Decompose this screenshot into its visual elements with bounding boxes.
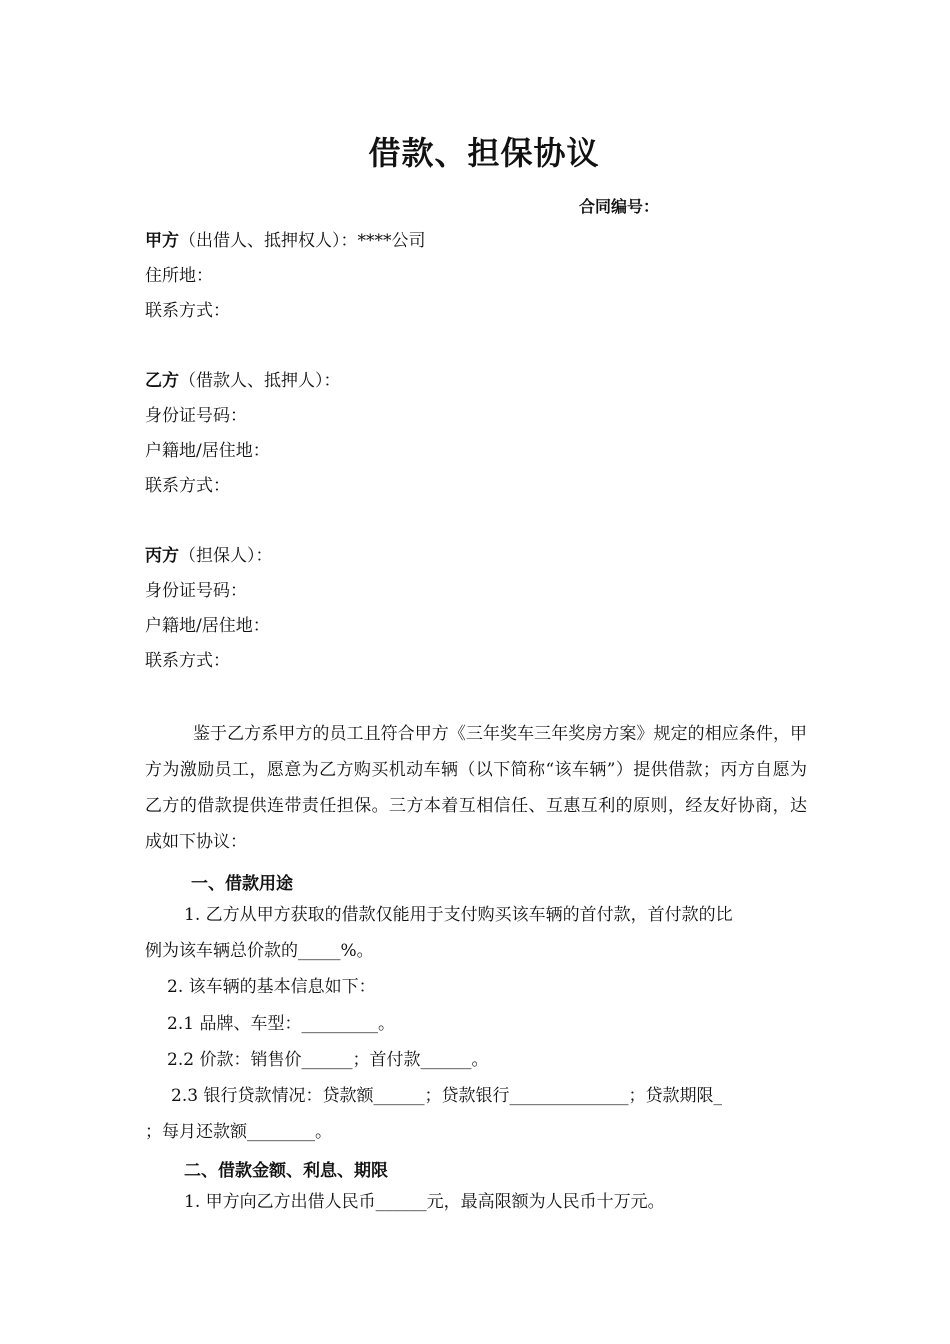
preamble-paragraph: 鉴于乙方系甲方的员工且符合甲方《三年奖车三年奖房方案》规定的相应条件，甲方为激励员工，愿意为乙方购买机动车辆（以下简称“该车辆”）提供借款；丙方自愿为乙方的借款提供连带责任担保。三方本着互相信任、互惠互利的原则，经友好协商，达成如下协议： — [145, 724, 807, 852]
party-a-contact: 联系方式： — [145, 301, 230, 321]
party-b-contact: 联系方式： — [145, 476, 230, 496]
party-b-line — [145, 369, 341, 393]
party-a-label: 甲方 — [145, 231, 179, 251]
party-c-id-number: 身份证号码： — [145, 581, 247, 601]
contract-number-label: 合同编号： — [579, 197, 660, 216]
section-2-item-1: 1. 甲方向乙方出借人民币______元，最高限额为人民币十万元。 — [184, 1192, 665, 1212]
party-a-address: 住所地： — [145, 266, 213, 286]
party-c-line — [145, 544, 273, 568]
section-1-item-2-3-line-2: ；每月还款额________。 — [145, 1122, 332, 1142]
party-b-label: 乙方 — [145, 371, 179, 391]
party-c-label: 丙方 — [145, 546, 179, 566]
party-a-line — [145, 229, 426, 253]
party-c-role: （担保人）： — [179, 546, 273, 566]
party-b-role: （借款人、抵押人）： — [179, 371, 341, 391]
section-1-heading: 一、借款用途 — [191, 874, 293, 894]
section-1-item-2: 2. 该车辆的基本信息如下： — [167, 977, 376, 997]
party-b-residence: 户籍地/居住地： — [145, 441, 270, 461]
section-1-item-1-line-1: 1. 乙方从甲方获取的借款仅能用于支付购买该车辆的首付款，首付款的比 — [184, 905, 733, 925]
section-2-heading: 二、借款金额、利息、期限 — [184, 1161, 388, 1181]
party-b-id-number: 身份证号码： — [145, 406, 247, 426]
section-1-item-2-2: 2.2 价款：销售价______；首付款______。 — [167, 1050, 489, 1070]
section-1-item-2-3-line-1: 2.3 银行贷款情况：贷款额______；贷款银行______________；贷款期限_ — [171, 1086, 722, 1106]
party-c-residence: 户籍地/居住地： — [145, 616, 270, 636]
section-1-item-1-line-2: 例为该车辆总价款的_____%。 — [145, 941, 374, 961]
section-1-item-2-1: 2.1 品牌、车型：_________。 — [167, 1014, 395, 1034]
party-a-role: （出借人、抵押权人）：****公司 — [179, 231, 426, 251]
document-title: 借款、担保协议 — [368, 134, 600, 172]
party-c-contact: 联系方式： — [145, 651, 230, 671]
